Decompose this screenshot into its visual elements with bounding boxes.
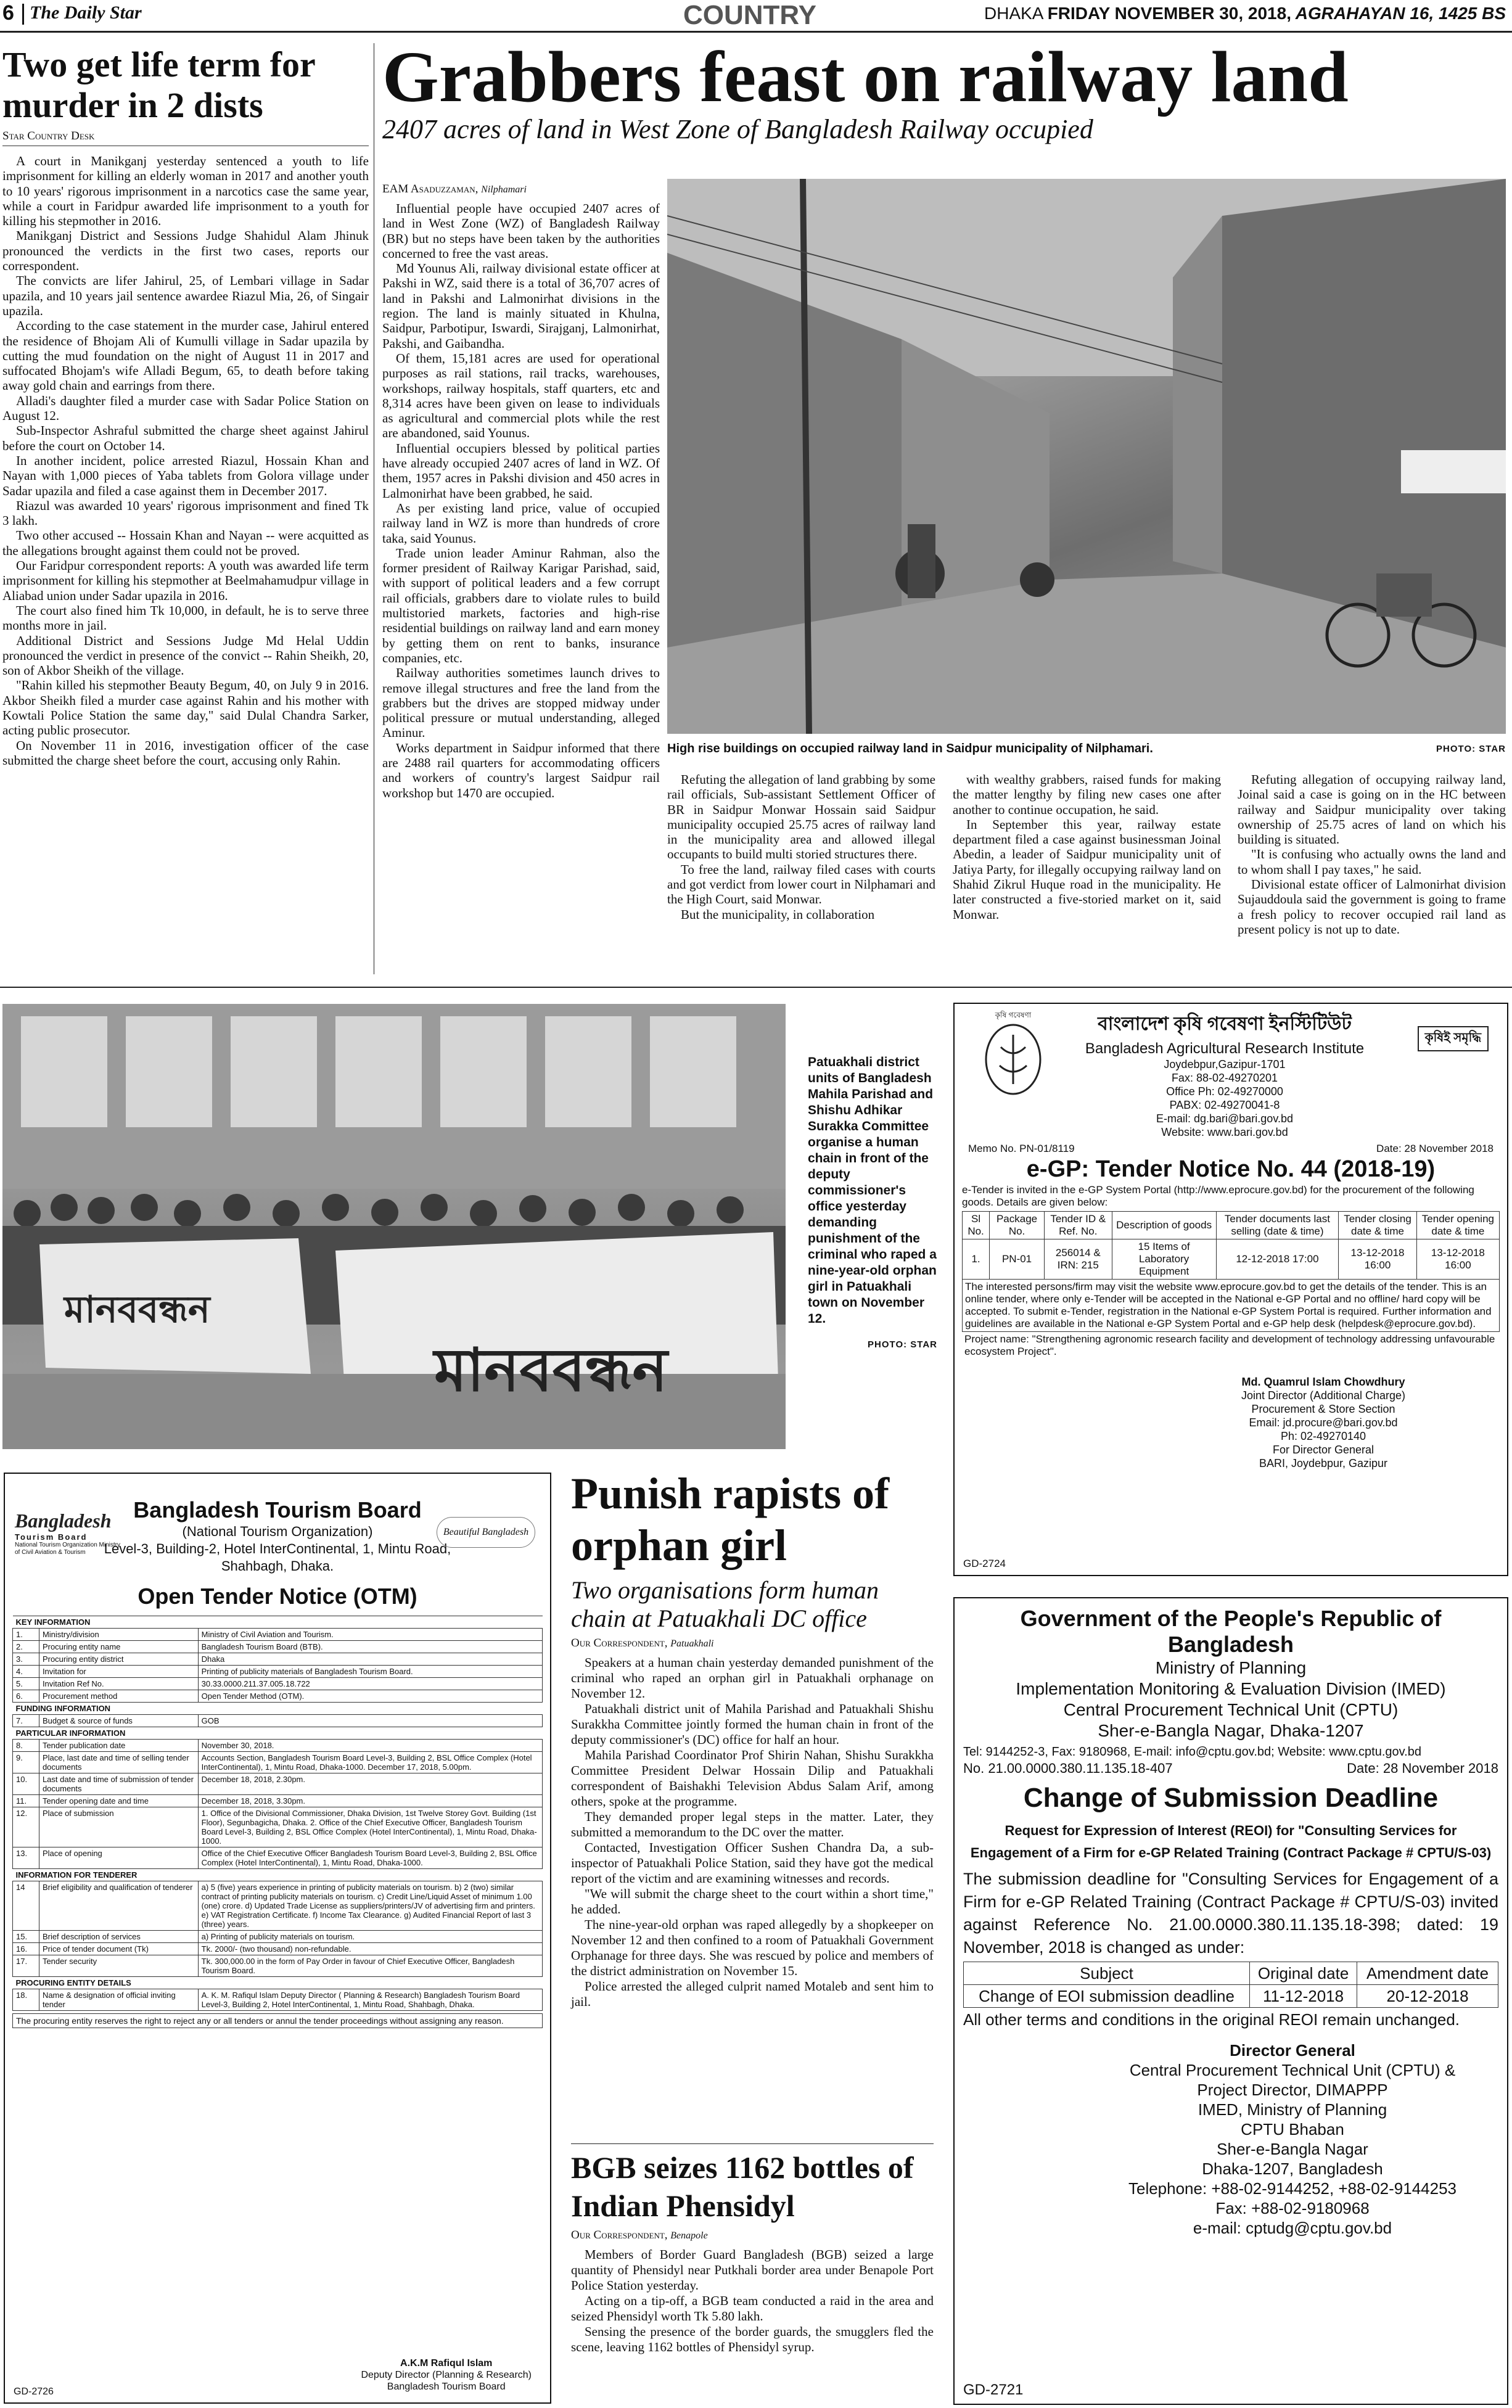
paragraph: They demanded proper legal steps in the matter. Later, they submitted a memorandum to the DC over the matter. <box>571 1809 934 1839</box>
paragraph: To free the land, railway filed cases with courts and got verdict from lower court in Nilphamari and the High Court, said Monwar. <box>667 861 935 907</box>
article-bgb <box>571 2148 934 2355</box>
text-line: (National Tourism Organization) <box>182 1524 373 1539</box>
table-row: 1. PN-01 256014 & IRN: 215 15 Items of Laboratory Equipment 12-12-2018 17:00 13-12-2018 16:00 13-12-2018 16:00 <box>963 1239 1500 1280</box>
table-row: 2. Procuring entity name Bangladesh Tourism Board (BTB). <box>13 1641 543 1653</box>
paragraph: Md Younus Ali, railway divisional estate officer at Pakshi in WZ, said there is a total of 36,707 acres of land in Pakshi and Lalmonirhat divisions in the region. The land is mainly situated in Khulna, Saidpur, Parbotipur, Iswardi, Sirajganj, Lalmonirhat, Pakshi, and Gaibandha. <box>382 261 660 351</box>
text-line: Office Ph: 02-49270000 <box>1166 1085 1283 1098</box>
terms-note: All other terms and conditions in the original REOI remain unchanged. <box>963 2010 1460 2029</box>
text-line: Joydebpur,Gazipur-1701 <box>1164 1058 1286 1070</box>
paragraph: Riazul was awarded 10 years' rigorous imprisonment and fined Tk 3 lakh. <box>2 498 369 528</box>
text-line: Director General <box>1230 2041 1355 2060</box>
bari-emblem-icon <box>982 1022 1044 1096</box>
paragraph: The court also fined him Tk 10,000, in default, he is to serve three months more in jail. <box>2 602 369 633</box>
subhead: 2407 acres of land in West Zone of Bangladesh Railway occupied <box>382 114 1093 144</box>
article-punish-rapists <box>571 1468 934 2010</box>
article-body <box>571 2247 934 2355</box>
notice-title: Open Tender Notice (OTM) <box>138 1584 417 1609</box>
text-line: Procurement & Store Section <box>1251 1403 1395 1415</box>
paragraph: Influential people have occupied 2407 acres of land in West Zone (WZ) of Bangladesh Railway (BR) but no steps have been taken by the authorities concerned to free the vast areas. <box>382 201 660 261</box>
banner-text-right: মানববন্ধন <box>434 1338 668 1403</box>
human-chain-caption: Patuakhali district units of Bangladesh Mahila Parishad and Shishu Adhikar Surakka Committee organise a human chain in front of the deputy commissioner's office yesterday demanding punishment of the criminal who raped a nine-year-old orphan girl in Patuakhali town on November 12. <box>808 1055 937 1326</box>
article-body <box>2 154 369 768</box>
paragraph: The convicts are lifer Jahirul, 25, of Lembari village in Sadar upazila, and 10 years jail sentence awardee Riazul Mia, 26, of Singair upazila. <box>2 273 369 318</box>
notice-date: Date: 28 November 2018 <box>1347 1761 1498 1776</box>
signature-block <box>1147 1375 1500 1470</box>
table-row: INFORMATION FOR TENDERER <box>13 1869 543 1881</box>
column-1 <box>382 201 660 800</box>
paragraph: Divisional estate officer of Lalmonirhat division Sujauddoula said the government is going to frame a fresh policy to recover occupied rail land as present policy is not up to date. <box>1238 877 1506 937</box>
table-row: 1. Ministry/division Ministry of Civil Aviation and Tourism. <box>13 1629 543 1641</box>
paragraph: "We will submit the charge sheet to the court within a short time," he added. <box>571 1886 934 1917</box>
paragraph: Manikganj District and Sessions Judge Shahidul Alam Jhinuk pronounced the verdicts in the first two cases, reports our correspondent. <box>2 228 369 274</box>
paragraph: Members of Border Guard Bangladesh (BGB) seized a large quantity of Phensidyl near Putkhali border area under Benapole Port Police Station yesterday. <box>571 2247 934 2293</box>
paragraph: Of them, 15,181 acres are used for operational purposes as rail stations, rail tracks, warehouses, workshops, railway hospitals, staff quarters, etc and 8,314 acres have been given on lease to individuals as agricultural and commercial plots while the rest are abandoned, said Younus. <box>382 350 660 441</box>
section-label: COUNTRY <box>683 0 816 30</box>
text-line: Dhaka-1207, Bangladesh <box>1202 2159 1383 2178</box>
human-chain-photo <box>2 1004 786 1449</box>
table-row: 18. Name & designation of official inviting tender A. K. M. Rafiqul Islam Deputy Director ( Planning & Research) Bangladesh Tourism Board Level-3, Building 2, Hotel InterContinental, 1, Mintu Road, Shahbagh, Dhaka. <box>13 1989 543 2011</box>
byline: EAM Asaduzzaman, Nilphamari <box>382 183 527 195</box>
ad-title: Bangladesh Tourism Board <box>133 1497 422 1522</box>
railway-photo <box>667 179 1506 734</box>
headline: Punish rapists of orphan girl <box>571 1469 890 1570</box>
bari-tagline: কৃষিই সমৃদ্ধি <box>1418 1026 1489 1051</box>
column-header: Sl No. <box>963 1212 990 1239</box>
paragraph: Our Faridpur correspondent reports: A youth was awarded life term imprisonment for killing his stepmother at Beelmahamudpur village in Aliabad union under Sadar upazila in 2016. <box>2 558 369 603</box>
paragraph: Acting on a tip-off, a BGB team conducted a raid in the area and seized Phensidyl worth Tk 5.80 lakh. <box>571 2293 934 2324</box>
column-header: Tender closing date & time <box>1339 1212 1417 1239</box>
text-line: Level-3, Building-2, Hotel InterContinental, 1, Mintu Road, <box>104 1541 451 1556</box>
table-row: 6. Procurement method Open Tender Method (OTM). <box>13 1690 543 1703</box>
table-row: PARTICULAR INFORMATION <box>13 1727 543 1740</box>
table-row: 15. Brief description of services a) Printing of publicity materials on tourism. <box>13 1931 543 1943</box>
table-row: 12. Place of submission 1. Office of the Divisional Commissioner, Dhaka Division, 1st Twelve Storey Govt. Building (1st Floor), Segunbagicha, Dhaka. 2. Office of the Chief Executive Officer, Bangladesh Tourism Board Level-3, Building 2, BSL Office Complex (Hotel InterContinental), 1, Mintu Road, Dhaka-1000. <box>13 1807 543 1847</box>
ad-code: GD-2726 <box>14 2386 54 2397</box>
paragraph: Trade union leader Aminur Rahman, also the former president of Railway Karigar Parishad, said, with support of political leaders and a few corrupt rail officials, grabbers dare to violate rules to build multistoried markets, factories and high-rise residential buildings on railway land and earn money by getting them on rent to banks, insurance companies, etc. <box>382 545 660 665</box>
ad-address <box>963 1658 1498 1741</box>
byline: Star Country Desk <box>2 129 369 146</box>
table-row: 5. Invitation Ref No. 30.33.0000.211.37.005.18.722 <box>13 1678 543 1690</box>
headline: BGB seizes 1162 bottles of Indian Phensidyl <box>571 2150 914 2223</box>
paragraph: In September this year, railway estate department filed a case against businessman Joinal Abedin, a leader of Saidpur municipality unit of Jatiya Party, for illegally occupying railway land on Shahid Zikrul Huque road in the municipality. He later constructed a five-storied market on it, said Monwar. <box>953 816 1221 922</box>
table-row: 16. Price of tender document (Tk) Tk. 2000/- (two thousand) non-refundable. <box>13 1943 543 1955</box>
text-line: Bangladesh Tourism Board <box>387 2381 506 2392</box>
paragraph: with wealthy grabbers, raised funds for making the matter lengthy by filing new cases one after another to continue occupation, he said. <box>953 772 1221 817</box>
paragraph: In another incident, police arrested Riazul, Hossain Khan and Nayan with 1,000 pieces of Yaba tablets from Golora village under Sadar upazila and filed a case against them in December 2017. <box>2 453 369 498</box>
column-header: Package No. <box>990 1212 1045 1239</box>
text-line: Fax: +88-02-9180968 <box>1215 2199 1370 2217</box>
table-row: 9. Place, last date and time of selling tender documents Accounts Section, Bangladesh Tourism Board Level-3, Building 2, BSL Office Complex (Hotel InterContinental), 1, Mintu Road, Dhaka-1000. December 17, 2018, 5.00pm. <box>13 1752 543 1773</box>
ad-code: GD-2721 <box>963 2381 1024 2398</box>
paper-name: The Daily Star <box>30 2 142 23</box>
edition-date: DHAKA FRIDAY NOVEMBER 30, 2018, AGRAHAYAN 16, 1425 BS <box>984 4 1506 23</box>
table-row: 14 Brief eligibility and qualification of tenderer a) 5 (five) years experience in printing of publicity materials on tourism. b) 2 (two) similar contract of printing publicity materials on tourism. c) Credit Line/Liquid Asset of minimum 1.00 (one) crore. d) Updated Trade License as suppliers/printers/JV of advertising firm and printers. e) VAT Registration Certificate. f) Income Tax Clearance. g) Audited Financial Report of last 3 (three) years. <box>13 1881 543 1931</box>
photo-caption: High rise buildings on occupied railway land in Saidpur municipality of Nilphamari. <box>667 742 1153 755</box>
btb-logo: Bangladesh Tourism Board National Tourism Organization Ministry of Civil Aviation & Tourism <box>15 1510 120 1556</box>
headline: Grabbers feast on railway land <box>382 36 1349 117</box>
byline: Our Correspondent, Benapole <box>571 2229 708 2242</box>
column-header: Amendment date <box>1357 1962 1498 1985</box>
ad-cptu <box>953 1597 1508 2405</box>
paragraph: The nine-year-old orphan was raped allegedly by a shopkeeper on November 12 and then confined to a room of Patuakhali Government Orphanage for three days. She was rescued by police and members of the district administration on November 15. <box>571 1917 934 1978</box>
paragraph: Alladi's daughter filed a murder case with Sadar Police Station on August 12. <box>2 393 369 424</box>
street-scene-image <box>667 179 1506 734</box>
paragraph: A court in Manikganj yesterday sentenced a youth to life imprisonment for killing an elderly woman in 2017 and another youth to 10 years' rigorous imprisonment in a narcotics case the same year, while a court in Faridpur awarded life imprisonment to a youth for killing his stepmother in 2016. <box>2 154 369 229</box>
photo-credit: PHOTO: STAR <box>868 1339 937 1350</box>
ad-address <box>1036 1058 1413 1139</box>
text-line: Deputy Director (Planning & Research) <box>361 2370 532 2380</box>
beautiful-bangladesh-logo: Beautiful Bangladesh <box>437 1517 535 1548</box>
ad-bari <box>953 1003 1508 1576</box>
notice-body: The submission deadline for "Consulting Services for Engagement of a Firm for e-GP Related Training (Contract Package # CPTU/S-03) invited against Reference No. 21.00.0000.380.11.135.18-398; dated: 19 November, 2018 is changed as under: <box>963 1870 1498 1957</box>
paragraph: Sensing the presence of the border guards, the smugglers fled the scene, leaving 1162 bottles of Phensidyl syrup. <box>571 2324 934 2354</box>
paragraph: Contacted, Investigation Officer Sushen Chandra Da, a sub-inspector of Patuakhali Police Station, said they have got the medical report of the victim and are examining witnesses and records. <box>571 1840 934 1886</box>
paragraph: But the municipality, in collaboration <box>681 906 875 922</box>
text-line: Email: jd.procure@bari.gov.bd <box>1249 1416 1398 1429</box>
paragraph: "It is confusing who actually owns the land and to whom shall I pay taxes," he said. <box>1238 847 1506 877</box>
paragraph: Speakers at a human chain yesterday demanded punishment of the criminal who raped an orphan girl in Patuakhali orphanage on November 12. <box>571 1655 934 1701</box>
text-line: Shahbagh, Dhaka. <box>221 1558 334 1574</box>
text-line: Project Director, DIMAPPP <box>1197 2081 1388 2099</box>
headline: Two get life term for murder in 2 dists <box>2 44 315 125</box>
column-2 <box>667 772 935 922</box>
table-row: 3. Procuring entity district Dhaka <box>13 1653 543 1666</box>
text-line: Central Procurement Technical Unit (CPTU) <box>1063 1700 1399 1719</box>
text-line: Sher-e-Bangla Nagar <box>1217 2140 1368 2158</box>
paragraph: Influential occupiers blessed by political parties have already occupied 2407 acres of land in WZ. Of them, 1957 acres in Pakshi division and 450 acres in Lalmonirhat have been grabbed, he said. <box>382 440 660 501</box>
notice-title: Change of Submission Deadline <box>1023 1783 1439 1813</box>
reserve-note: The procuring entity reserves the right to reject any or all tenders or annul the tender proceedings without assigning any reason. <box>12 2013 543 2028</box>
signature-block <box>1087 2040 1498 2238</box>
column-3 <box>953 772 1221 922</box>
text-line: e-mail: cptudg@cptu.gov.bd <box>1193 2219 1392 2237</box>
column-header: Description of goods <box>1112 1212 1216 1239</box>
text-line: PABX: 02-49270041-8 <box>1169 1099 1280 1111</box>
photo-credit: PHOTO: STAR <box>1436 744 1506 754</box>
text-line: E-mail: dg.bari@bari.gov.bd <box>1156 1112 1294 1125</box>
ad-title: Bangladesh Agricultural Research Institute <box>1085 1040 1365 1057</box>
masthead <box>0 0 1512 31</box>
tender-notes: The interested persons/firm may visit the website www.eprocure.gov.bd to get the details of the tender. This is an online tender, where only e-Tender will be accepted in the National e-GP Portal and no offline/ hard copy will be accepted. To submit e-Tender, registration in the National e-GP System Portal is required. Further information and guidelines are available in the National e-GP System Portal and e-GP help desk (helpdesk@eprocure.gov.bd). <box>962 1280 1500 1332</box>
signature-block <box>361 2357 532 2393</box>
ad-code: GD-2724 <box>963 1558 1006 1569</box>
text-line: Joint Director (Additional Charge) <box>1241 1389 1406 1402</box>
column-header: Subject <box>964 1962 1250 1985</box>
text-line: A.K.M Rafiqul Islam <box>400 2358 493 2369</box>
paragraph: According to the case statement in the murder case, Jahirul entered the residence of Bhojam Ali of Kumulli village in Sadar upazila by cutting the mud foundation on the night of August 11 in 2017 and suffocated Bhojam's wife Alladi Begum, 65, to death before taking away gold chain and earrings from there. <box>2 318 369 393</box>
paragraph: On November 11 in 2016, investigation officer of the case submitted the charge sheet before the court, accusing only Rahin. <box>2 738 369 768</box>
bari-logo: কৃষি গবেষণা <box>973 1010 1053 1115</box>
bari-bangla-title: বাংলাদেশ কৃষি গবেষণা ইনস্টিটিউট <box>1098 1014 1352 1034</box>
paragraph: Two other accused -- Hossain Khan and Nayan -- were acquitted as the allegations brought against them could not be proved. <box>2 528 369 558</box>
byline: Our Correspondent, Patuakhali <box>571 1637 714 1650</box>
column-header: Tender ID & Ref. No. <box>1044 1212 1112 1239</box>
text-line: Website: www.bari.gov.bd <box>1161 1126 1288 1138</box>
tender-table <box>962 1211 1500 1280</box>
paragraph: Works department in Saidpur informed that there are 2488 rail quarters for accommodating officers and workers of country's largest Saidpur rail workshop but 1470 are occupied. <box>382 740 660 800</box>
paragraph: Mahila Parishad Coordinator Prof Shirin Nahan, Shishu Surakkha Committee President Delwar Hossain Dilip and Patuakhali correspondent of Baishakhi Television Abdus Salam Arif, among others, spoke at the programme. <box>571 1748 934 1809</box>
table-row: KEY INFORMATION <box>13 1616 543 1629</box>
ref-no: No. 21.00.0000.380.11.135.18-407 <box>963 1761 1173 1776</box>
text-line: Md. Quamrul Islam Chowdhury <box>1241 1376 1405 1388</box>
paragraph: Refuting the allegation of land grabbing by some rail officials, Sub-assistant Settlement Officer of BR in Saidpur Monwar Hossain said Saidpur municipality occupied 25.75 acres of railway land in the municipality area and allowed illegal occupants to build multi storied structures there. <box>667 772 935 862</box>
table-row: 17. Tender security Tk. 300,000.00 in the form of Pay Order in favour of Chief Executive Officer, Bangladesh Tourism Board. <box>13 1955 543 1977</box>
paragraph: As per existing land price, value of occupied railway land in WZ is more than hundreds of crore taka, said Younus. <box>382 500 660 546</box>
memo-date: Date: 28 November 2018 <box>1376 1143 1494 1154</box>
table-row: 10. Last date and time of submission of tender documents December 18, 2018, 2.30pm. <box>13 1773 543 1795</box>
text-line: Ministry of Planning <box>1155 1658 1307 1677</box>
intro-text: e-Tender is invited in the e-GP System Portal (http://www.eprocure.gov.bd) for the procurement of the following goods. Details are given below: <box>962 1184 1474 1208</box>
table-row: 11. Tender opening date and time December 18, 2018, 3.30pm. <box>13 1795 543 1807</box>
text-line: CPTU Bhaban <box>1241 2120 1344 2139</box>
text-line: BARI, Joydebpur, Gazipur <box>1259 1457 1388 1469</box>
text-line: Telephone: +88-02-9144252, +88-02-9144253 <box>1128 2179 1457 2198</box>
text-line: Sher-e-Bangla Nagar, Dhaka-1207 <box>1098 1721 1364 1740</box>
text-line: Ph: 02-49270140 <box>1280 1430 1366 1442</box>
ad-title: Government of the People's Republic of Bangladesh <box>1020 1606 1442 1657</box>
paragraph: Refuting allegation of occupying railway land, Joinal said a case is going on in the HC between railway and Saidpur municipality over taking ownership of 25.75 acres of land on which his building is situated. <box>1238 772 1506 847</box>
request-title: Request for Expression of Interest (REOI) for "Consulting Services for Engagement of a Firm for e-GP Related Training (Contract Package # CPTU/S-03) <box>970 1823 1492 1860</box>
table-row: 8. Tender publication date November 30, 2018. <box>13 1740 543 1752</box>
table-row: 13. Place of opening Office of the Chief Executive Officer Bangladesh Tourism Board Level-3, Building 2, BSL Office Complex (Hotel InterContinental), 1, Mintu Road, Dhaka-1000. <box>13 1847 543 1869</box>
column-header: Tender documents last selling (date & time) <box>1216 1212 1339 1239</box>
text-line: Implementation Monitoring & Evaluation Division (IMED) <box>1016 1679 1446 1698</box>
paragraph: Railway authorities sometimes launch drives to remove illegal structures and free the land from the grabbers but the drives are stopped midway under political pressure or mutual understanding, alleged Aminur. <box>382 665 660 741</box>
text-line: IMED, Ministry of Planning <box>1198 2100 1387 2119</box>
paragraph: "Rahin killed his stepmother Beauty Begum, 40, on July 9 in 2016. Akbor Sheikh filed a murder case against Rahin and his mother with Kowtali Police Station the same day," said Dulal Chandra Sarker, acting public prosecutor. <box>2 678 369 738</box>
paragraph: Additional District and Sessions Judge Md Helal Uddin pronounced the verdict in presence of the convict -- Rahin Sheikh, 20, son of Akbor Sheikh of the village. <box>2 633 369 678</box>
page-number: 6 <box>2 1 14 25</box>
banner-text-left: মানববন্ধন <box>64 1289 210 1330</box>
paragraph: Police arrested the alleged culprit named Motaleb and sent him to jail. <box>571 1979 934 2009</box>
column-header: Tender opening date & time <box>1416 1212 1499 1239</box>
notice-title: e-GP: Tender Notice No. 44 (2018-19) <box>1026 1156 1436 1182</box>
table-row: PROCURING ENTITY DETAILS <box>13 1977 543 1989</box>
ad-tourism-board <box>4 1473 551 2404</box>
paragraph: Patuakhali district unit of Mahila Parishad and Patuakhali Shishu Surakkha Committee jointly formed the human chain in front of the deputy commissioner's (DC) office for half an hour. <box>571 1701 934 1747</box>
subhead: Two organisations form human chain at Patuakhali DC office <box>571 1576 879 1632</box>
table-row: FUNDING INFORMATION <box>13 1703 543 1715</box>
table-row: Change of EOI submission deadline 11-12-2018 20-12-2018 <box>964 1985 1498 2008</box>
memo-no: Memo No. PN-01/8119 <box>968 1143 1075 1154</box>
article-life-term <box>2 44 369 976</box>
contact-line: Tel: 9144252-3, Fax: 9180968, E-mail: info@cptu.gov.bd; Website: www.cptu.gov.bd <box>963 1745 1421 1759</box>
table-row: 4. Invitation for Printing of publicity materials of Bangladesh Tourism Board. <box>13 1666 543 1678</box>
table-row: 7. Budget & source of funds GOB <box>13 1715 543 1727</box>
deadline-table <box>963 1962 1498 2008</box>
text-line: Fax: 88-02-49270201 <box>1171 1072 1278 1084</box>
column-4 <box>1238 772 1506 937</box>
text-line: For Director General <box>1272 1444 1374 1456</box>
text-line: Central Procurement Technical Unit (CPTU) & <box>1129 2061 1456 2079</box>
article-body <box>571 1655 934 2010</box>
paragraph: Sub-Inspector Ashraful submitted the charge sheet against Jahirul before the court on October 14. <box>2 423 369 453</box>
project-name: Project name: "Strengthening agronomic research facility and development of technology addressing unfavourable ecosystem Project". <box>964 1333 1495 1357</box>
tender-table <box>12 1616 543 2011</box>
column-header: Original date <box>1250 1962 1357 1985</box>
human-chain-image <box>2 1004 786 1449</box>
